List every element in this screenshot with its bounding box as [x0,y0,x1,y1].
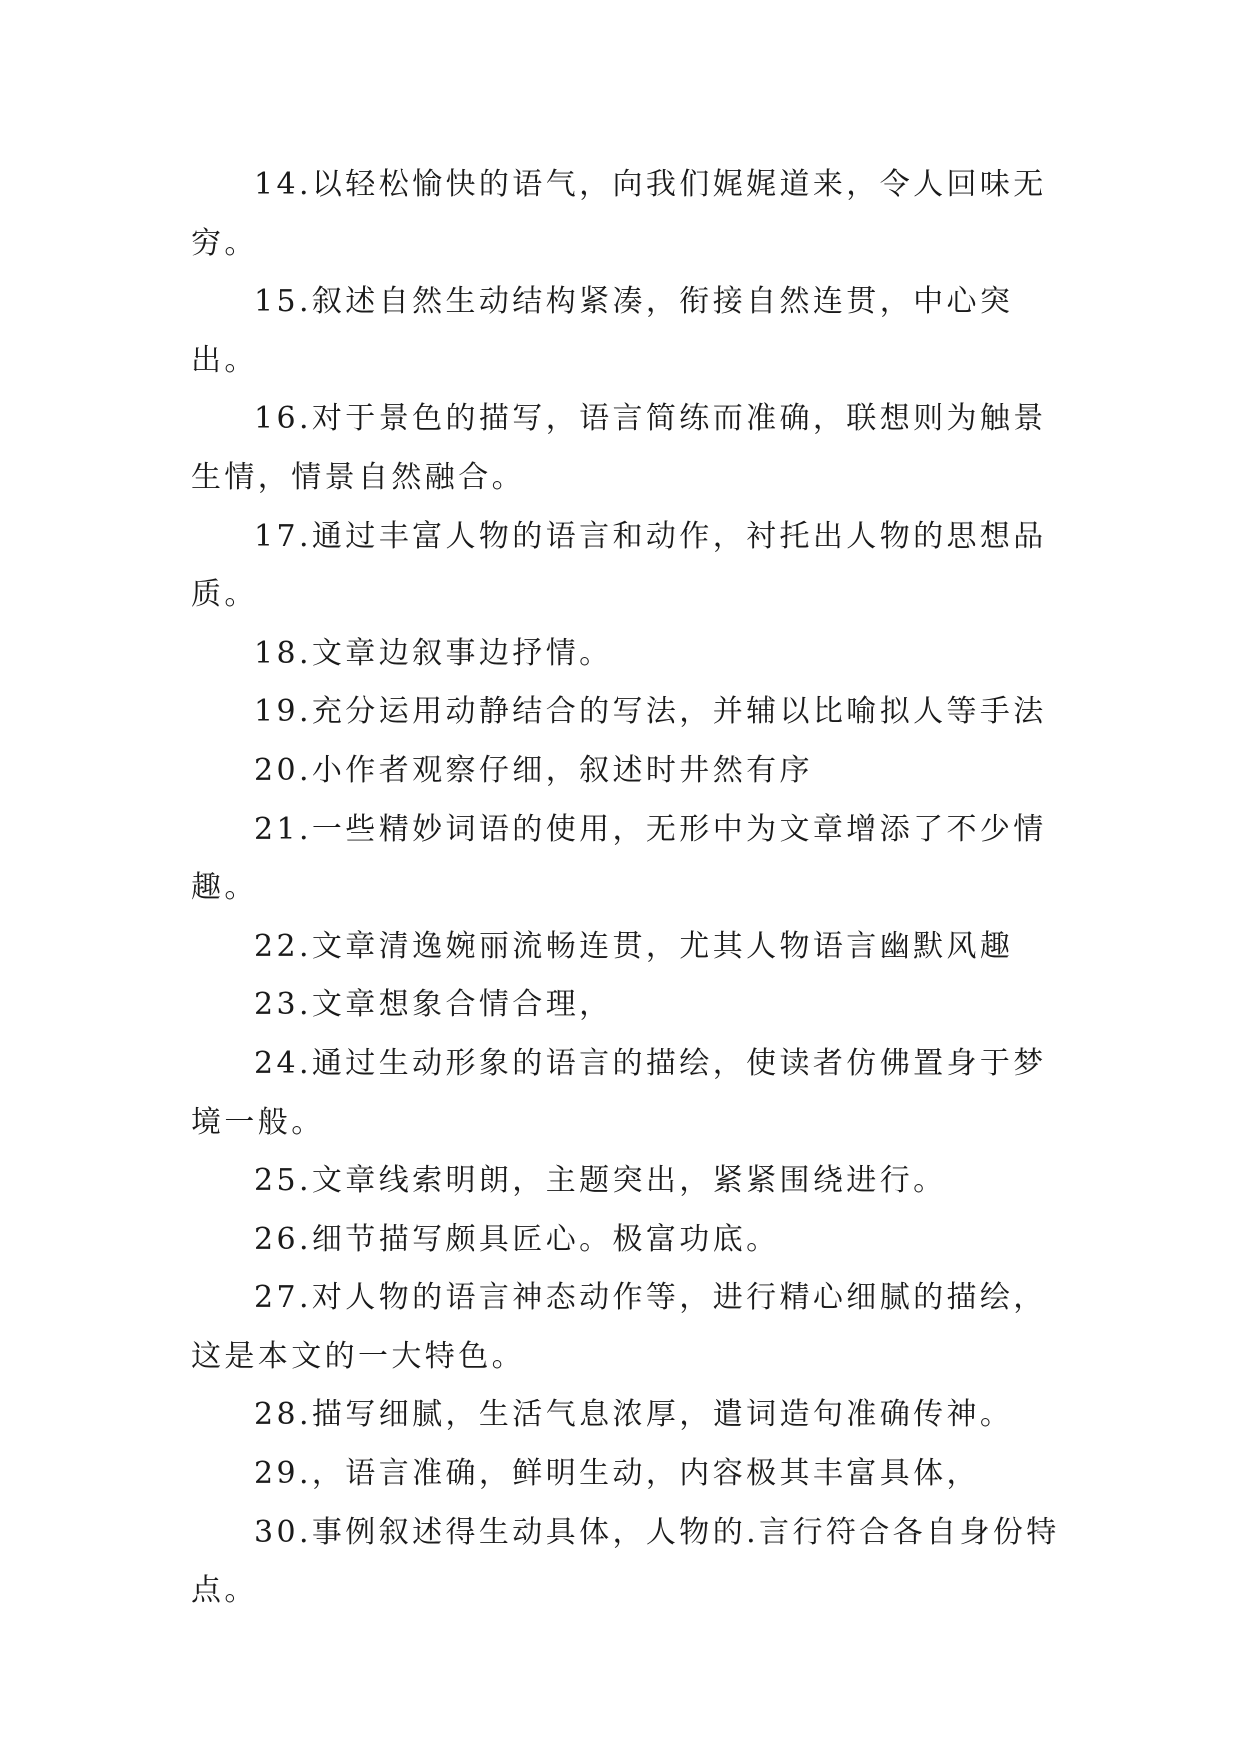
paragraph-16: 16.对于景色的描写，语言简练而准确，联想则为触景生情，情景自然融合。 [191,401,1047,495]
paragraph-18: 18.文章边叙事边抒情。 [254,635,613,671]
paragraph-28: 28.描写细腻，生活气息浓厚，遣词造句准确传神。 [254,1397,1014,1433]
paragraph-20: 20.小作者观察仔细，叙述时井然有序 [254,752,813,788]
document-body [191,156,1061,1621]
paragraph-30: 30.事例叙述得生动具体，人物的.言行符合各自身份特点。 [191,1514,1060,1609]
paragraph-21: 21.一些精妙词语的使用，无形中为文章增添了不少情趣。 [191,811,1047,906]
paragraph-14: 14.以轻松愉快的语气，向我们娓娓道来，令人回味无穷。 [191,167,1047,261]
paragraph-15: 15.叙述自然生动结构紧凑，衔接自然连贯，中心突出。 [191,284,1014,378]
paragraph-23: 23.文章想象合情合理， [254,987,613,1023]
paragraph-26: 26.细节描写颇具匠心。极富功底。 [254,1221,780,1257]
paragraph-24: 24.通过生动形象的语言的描绘，使读者仿佛置身于梦境一般。 [191,1045,1047,1140]
paragraph-19: 19.充分运用动静结合的写法，并辅以比喻拟人等手法 [254,694,1047,730]
paragraph-25: 25.文章线索明朗，主题突出，紧紧围绕进行。 [254,1163,947,1199]
paragraph-27: 27.对人物的语言神态动作等，进行精心细腻的描绘，这是本文的一大特色。 [191,1280,1047,1374]
paragraph-17: 17.通过丰富人物的语言和动作，衬托出人物的思想品质。 [191,518,1047,613]
paragraph-29: 29.，语言准确，鲜明生动，内容极其丰富具体， [254,1456,980,1492]
paragraph-22: 22.文章清逸婉丽流畅连贯，尤其人物语言幽默风趣 [254,928,1014,964]
